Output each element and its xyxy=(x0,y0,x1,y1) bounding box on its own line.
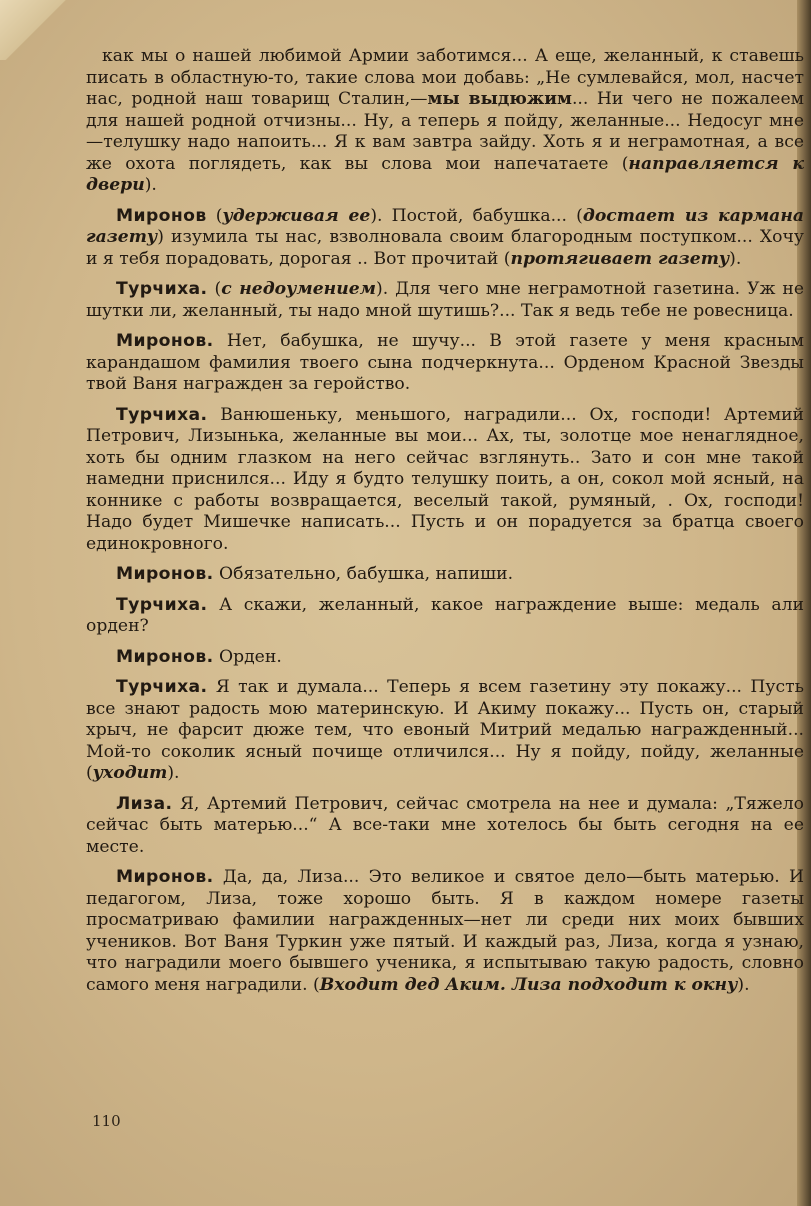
dialogue-text: ). xyxy=(167,763,180,783)
stage-direction: направляется к двери xyxy=(86,153,804,195)
dialogue-text: Орден. xyxy=(213,646,282,667)
stage-direction: удерживая ее xyxy=(222,205,371,226)
dialogue-text: Да, да, Лиза... Это великое и святое дело—быть матерью. И педагогом, Лиза, тоже хорошо быть. Я в каждом номере газеты просматриваю фамилии награжденных—нет ли среди них моих бывших учеников. Вот Ваня Туркин уже пятый. И каждый раз, Лиза, когда я узнаю, что наградили моего бывшего ученика, я испытываю такую радость, словно самого меня наградили. ( xyxy=(86,867,804,995)
dialogue-paragraph xyxy=(86,206,804,271)
dialogue-text: ). xyxy=(729,248,742,269)
dialogue-paragraph xyxy=(86,647,804,669)
stage-direction: уходит xyxy=(92,763,168,783)
dialogue-text: ( xyxy=(206,205,223,226)
dialogue-text: А скажи, желанный, какое награждение выше: медаль али орден? xyxy=(86,594,804,636)
play-text xyxy=(86,46,804,996)
dialogue-text: ... Ни чего не пожалеем для нашей родной отчизны... Ну, а теперь я пойду, желанные... Недосуг мне—телушку надо напоить... Я к вам завтра зайду. Хоть я и неграмотная, а все же охота поглядеть, как вы слова мои напечатаете ( xyxy=(86,89,804,174)
dialogue-text: ). Для чего мне неграмотной газетина. Уж не шутки ли, желанный, ты надо мной шутишь?... Так я ведь тебе не ровесница. xyxy=(86,279,805,321)
speaker-name: Турчиха. xyxy=(116,404,208,425)
page-number: 110 xyxy=(92,1112,121,1130)
speaker-name: Миронов. xyxy=(116,331,214,351)
dialogue-text: ). xyxy=(144,175,157,195)
speaker-name: Турчиха. xyxy=(116,594,208,615)
stage-direction: Входит дед Аким. Лиза подходит к окну xyxy=(319,974,738,995)
stage-direction: достает из кармана газету xyxy=(86,205,804,247)
dialogue-paragraph xyxy=(86,405,804,556)
speaker-name: Миронов. xyxy=(116,564,214,584)
dialogue-text: ) изумила ты нас, взволновала своим благородным поступком... Хочу и я тебя порадовать, дорогая .. Вот прочитай ( xyxy=(86,227,804,269)
dialogue-paragraph xyxy=(86,595,804,638)
dialogue-text: ). Постой, бабушка... ( xyxy=(370,205,583,226)
dialogue-text: как мы о нашей любимой Армии заботимся... А еще, желанный, к ставешь писать в областную-то, такие слова мои добавь: „Не сумлевайся, мол, насчет нас, родной наш товарищ Сталин,— xyxy=(86,46,804,109)
speaker-name: Миронов xyxy=(116,205,207,226)
dialogue-paragraph xyxy=(86,677,804,785)
dialogue-text: Я так и думала... Теперь я всем газетину эту покажу... Пусть все знают радость мою материнскую. И Акиму покажу... Пусть он, старый хрыч, не фарсит дюже тем, что евоный Митрий медалью награжденный... Мой-то соколик ясный почище отличился... Ну я пойду, пойду, желанные ( xyxy=(86,677,804,783)
dialogue-text: Я, Артемий Петрович, сейчас смотрела на нее и думала: „Тяжело сейчас быть матерью...“ А все-таки мне хотелось бы быть сегодня на ее месте. xyxy=(86,793,804,857)
page-corner-fold xyxy=(0,0,70,60)
speaker-name: Миронов. xyxy=(116,867,214,887)
dialogue-paragraph xyxy=(86,564,804,586)
dialogue-text: Ванюшеньку, меньшого, наградили... Ох, господи! Артемий Петрович, Лизынька, желанные вы мои... Ах, ты, золотце мое ненаглядное, хоть бы одним глазком на него сейчас взглянуть.. Зато и сон мне такой намедни приснился... Иду я будто телушку поить, а он, сокол мой ясный, на коннике с работы возвращается, веселый такой, румяный, . Ох, господи! Надо будет Мишечке написать... Пусть и он порадуется за братца своего единокровного. xyxy=(86,404,804,554)
dialogue-text: ( xyxy=(207,279,222,299)
dialogue-paragraph xyxy=(86,46,804,197)
speaker-name: Турчиха. xyxy=(116,279,208,299)
dialogue-paragraph xyxy=(86,867,804,996)
dialogue-paragraph xyxy=(86,331,804,396)
dialogue-paragraph xyxy=(86,279,804,322)
speaker-name: Турчиха. xyxy=(116,677,208,697)
speaker-name: Лиза. xyxy=(116,793,173,814)
speaker-name: Миронов. xyxy=(116,646,214,667)
dialogue-text: Обязательно, бабушка, напиши. xyxy=(213,564,514,584)
stage-direction: протягивает газету xyxy=(510,248,730,269)
dialogue-paragraph xyxy=(86,794,804,859)
emphasis-text: мы выдюжим xyxy=(427,89,572,109)
stage-direction: с недоумением xyxy=(221,279,376,299)
dialogue-text: ). xyxy=(737,974,750,995)
dialogue-text: Нет, бабушка, не шучу... В этой газете у меня красным карандашом фамилия твоего сына подчеркнута... Орденом Красной Звезды твой Ваня награжден за геройство. xyxy=(86,331,804,394)
